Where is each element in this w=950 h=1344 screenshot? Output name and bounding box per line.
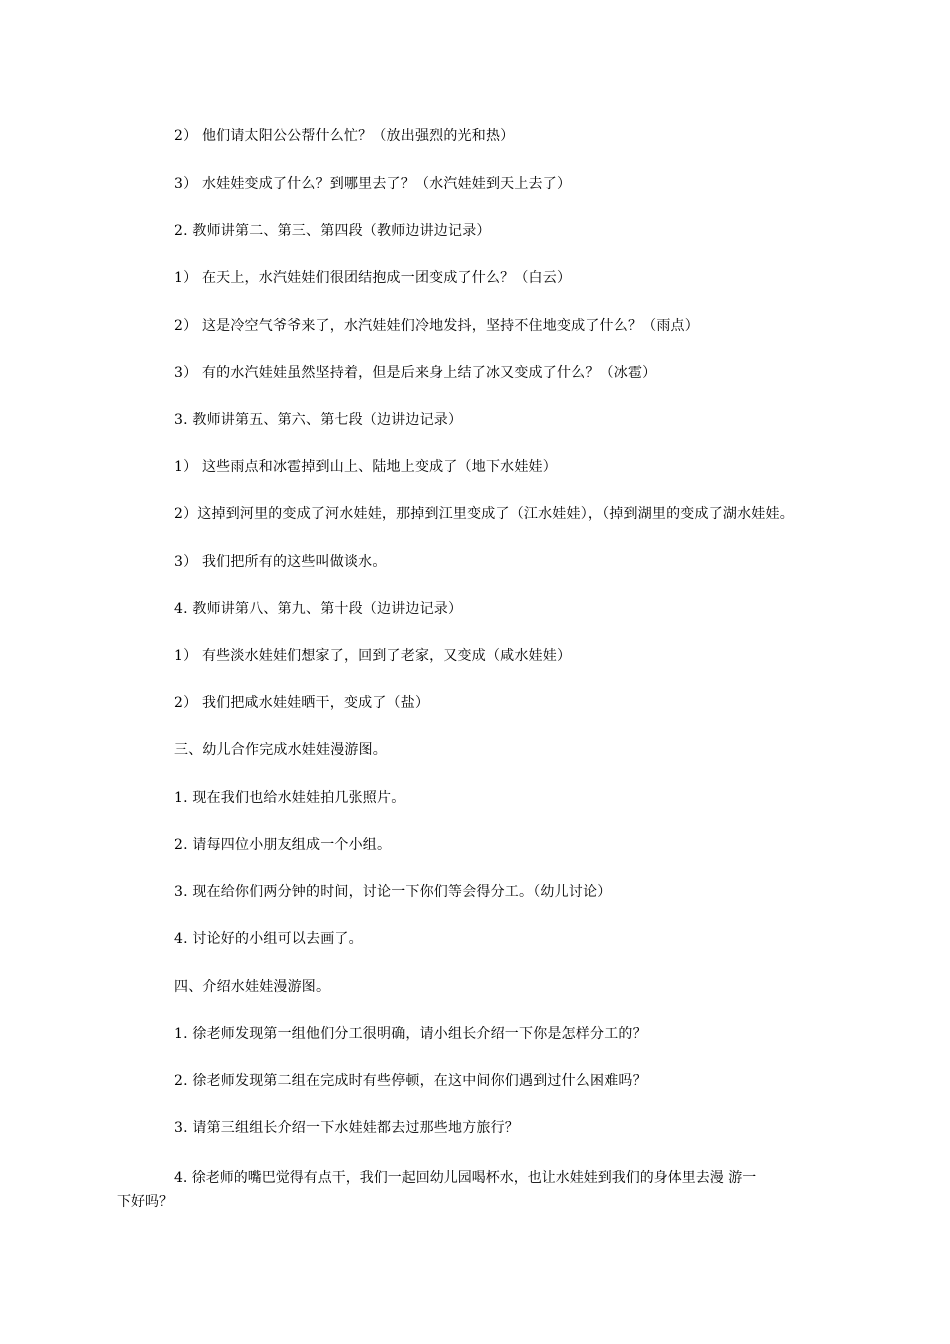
text-line-15: 1. 现在我们也给水娃娃拍几张照片。 [174, 790, 406, 806]
text-line-22: 3. 请第三组组长介绍一下水娃娃都去过那些地方旅行？ [174, 1120, 520, 1136]
text-line-17: 3. 现在给你们两分钟的时间，讨论一下你们等会得分工。（幼儿讨论） [174, 884, 612, 900]
text-line-2: 3） 水娃娃变成了什么？到哪里去了？（水汽娃娃到天上去了） [174, 176, 572, 192]
last-paragraph [117, 1166, 817, 1214]
text-line-16: 2. 请每四位小朋友组成一个小组。 [174, 837, 392, 853]
text-line-12: 1） 有些淡水娃娃们想家了，回到了老家，又变成（咸水娃娃） [174, 648, 572, 664]
text-line-21: 2. 徐老师发现第二组在完成时有些停顿，在这中间你们遇到过什么困难吗？ [174, 1073, 647, 1089]
text-line-6: 3） 有的水汽娃娃虽然坚持着，但是后来身上结了冰又变成了什么？（冰雹） [174, 365, 657, 381]
text-line-11: 4. 教师讲第八、第九、第十段（边讲边记录） [174, 601, 463, 617]
text-line-1: 2） 他们请太阳公公帮什么忙？（放出强烈的光和热） [174, 128, 515, 144]
section-heading-3: 三、幼儿合作完成水娃娃漫游图。 [174, 742, 387, 758]
text-line-10: 3） 我们把所有的这些叫做谈水。 [174, 554, 387, 570]
text-line-8: 1） 这些雨点和冰雹掉到山上、陆地上变成了（地下水娃娃） [174, 459, 557, 475]
text-line-3: 2. 教师讲第二、第三、第四段（教师边讲边记录） [174, 223, 491, 239]
text-line-20: 1. 徐老师发现第一组他们分工很明确，请小组长介绍一下你是怎样分工的？ [174, 1026, 647, 1042]
section-heading-4: 四、介绍水娃娃漫游图。 [174, 979, 331, 995]
text-line-9: 2）这掉到河里的变成了河水娃娃，那掉到江里变成了（江水娃娃），（掉到湖里的变成了湖水娃娃。 [174, 506, 794, 522]
text-line-13: 2） 我们把咸水娃娃晒干，变成了（盐） [174, 695, 430, 711]
text-line-7: 3. 教师讲第五、第六、第七段（边讲边记录） [174, 412, 463, 428]
text-line-18: 4. 讨论好的小组可以去画了。 [174, 931, 363, 947]
last-paragraph-line-2: 下好吗？ [117, 1194, 173, 1210]
last-paragraph-line-1: 4. 徐老师的嘴巴觉得有点干，我们一起回幼儿园喝杯水，也让水娃娃到我们的身体里去漫 游一 [174, 1170, 757, 1186]
text-line-5: 2） 这是冷空气爷爷来了，水汽娃娃们冷地发抖，坚持不住地变成了什么？（雨点） [174, 318, 699, 334]
text-line-4: 1） 在天上，水汽娃娃们很团结抱成一团变成了什么？（白云） [174, 270, 572, 286]
